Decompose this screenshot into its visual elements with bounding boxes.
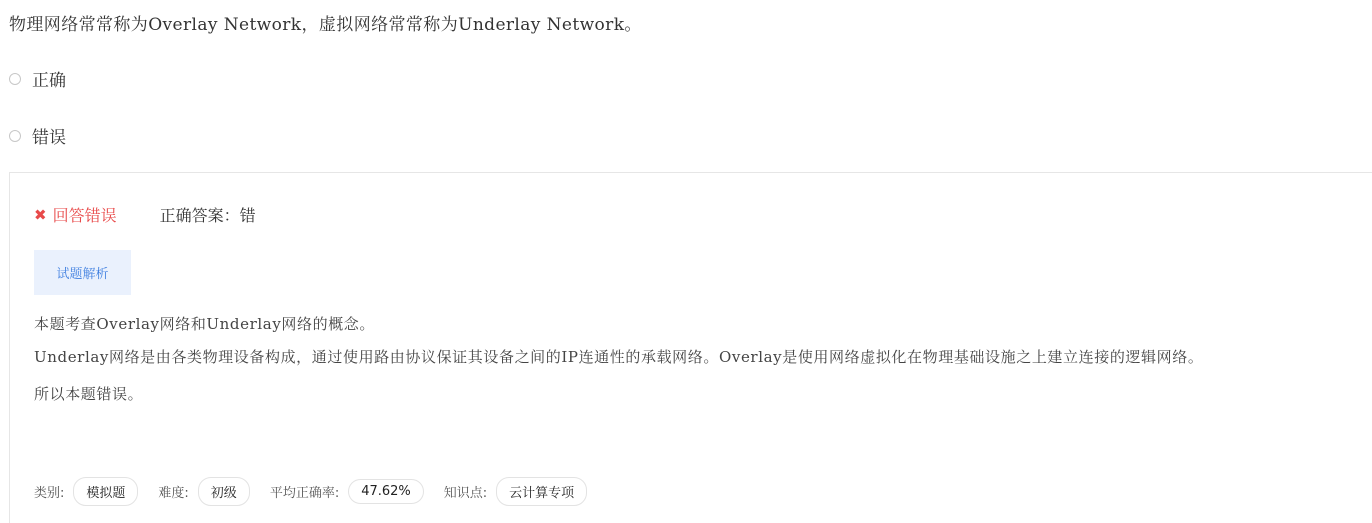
category-chip: 模拟题	[73, 477, 138, 506]
option-wrong-label: 错误	[32, 128, 66, 148]
tab-analysis[interactable]: 试题解析	[34, 250, 131, 295]
analysis-paragraph: Underlay网络是由各类物理设备构成，通过使用路由协议保证其设备之间的IP连通性的承载网络。Overlay是使用网络虚拟化在物理基础设施之上建立连接的逻辑网络。	[34, 348, 1204, 366]
correct-answer: 正确答案：错	[159, 206, 256, 225]
question-text: 物理网络常常称为Overlay Network，虚拟网络常常称为Underlay Network。	[9, 15, 642, 35]
analysis-paragraph: 本题考查Overlay网络和Underlay网络的概念。	[34, 315, 376, 333]
option-correct[interactable]	[9, 66, 66, 91]
difficulty-chip: 初级	[198, 477, 250, 506]
answer-panel	[9, 172, 1372, 523]
accuracy-chip: 47.62%	[348, 479, 424, 504]
category-label: 类别:	[34, 486, 65, 501]
radio-wrong[interactable]	[9, 130, 21, 142]
option-wrong[interactable]	[9, 123, 66, 148]
question-meta	[34, 477, 607, 506]
accuracy-label: 平均正确率:	[269, 486, 340, 501]
knowledge-label: 知识点:	[443, 486, 488, 501]
analysis-paragraph: 所以本题错误。	[34, 385, 144, 403]
result-status-label: 回答错误	[52, 206, 117, 225]
knowledge-chip[interactable]: 云计算专项	[496, 477, 587, 506]
analysis-content	[34, 311, 1364, 418]
close-icon: ✖	[34, 205, 47, 224]
result-row	[34, 203, 256, 226]
radio-correct[interactable]	[9, 73, 21, 85]
result-status	[34, 203, 117, 226]
difficulty-label: 难度:	[158, 486, 189, 501]
option-correct-label: 正确	[32, 71, 66, 91]
